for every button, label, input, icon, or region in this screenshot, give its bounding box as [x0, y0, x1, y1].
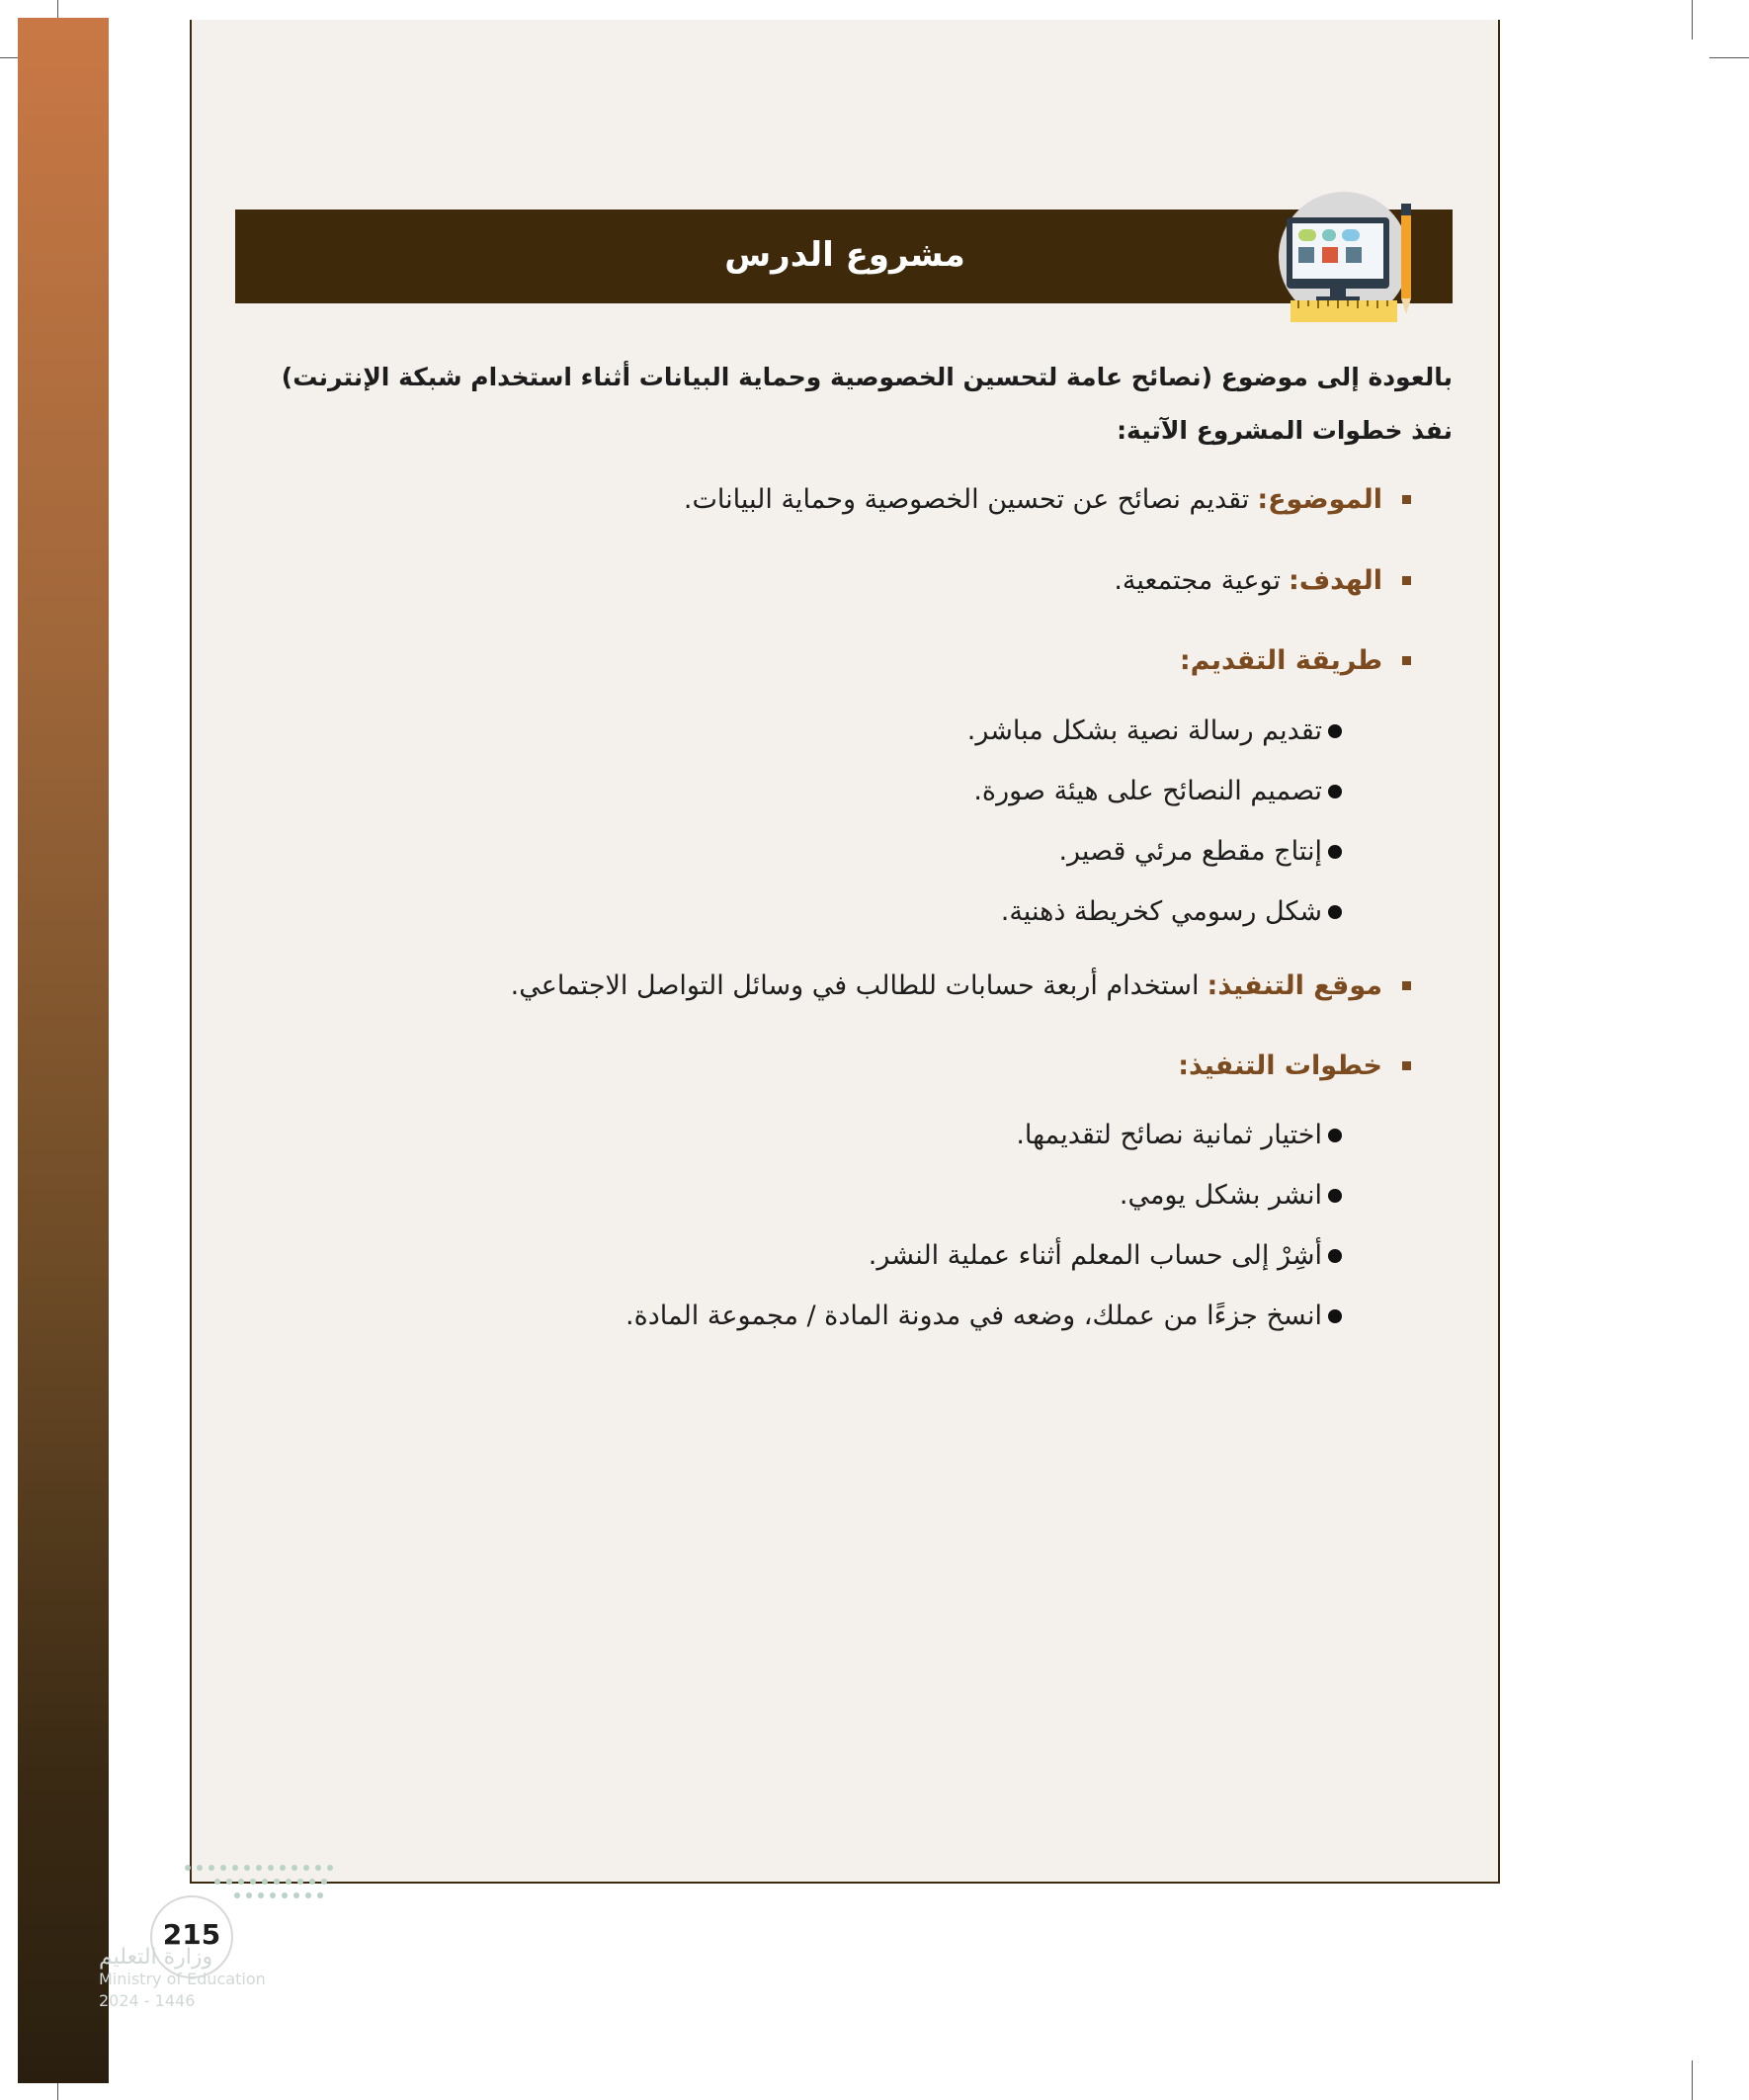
- round-bullet-icon: [1328, 845, 1342, 859]
- list-item-method: [1172, 645, 1411, 676]
- intro-line-1: بالعودة إلى موضوع (نصائح عامة لتحسين الخصوصية وحماية البيانات أثناء استخدام شبكة الإنترنت): [281, 363, 1453, 391]
- goal-label: الهدف:: [1289, 565, 1382, 596]
- crop-mark: [1692, 0, 1693, 40]
- steps-bullet: [1016, 1120, 1342, 1150]
- square-bullet-icon: [1402, 1061, 1411, 1070]
- method-bullet-text: تصميم النصائح على هيئة صورة.: [973, 776, 1322, 806]
- method-bullet: [973, 776, 1342, 806]
- round-bullet-icon: [1328, 1129, 1342, 1142]
- square-bullet-icon: [1402, 576, 1411, 585]
- round-bullet-icon: [1328, 724, 1342, 738]
- method-bullet-text: إنتاج مقطع مرئي قصير.: [1058, 836, 1322, 867]
- method-label: طريقة التقديم:: [1179, 645, 1382, 676]
- method-bullet: [1001, 896, 1342, 927]
- location-text: استخدام أربعة حسابات للطالب في وسائل التواصل الاجتماعي.: [510, 970, 1200, 1001]
- watermark-english: Ministry of Education: [99, 1970, 266, 1988]
- steps-bullet: [625, 1301, 1342, 1331]
- square-bullet-icon: [1402, 495, 1411, 504]
- round-bullet-icon: [1328, 1309, 1342, 1323]
- method-bullet-text: تقديم رسالة نصية بشكل مباشر.: [966, 715, 1322, 746]
- topic-label: الموضوع:: [1257, 484, 1382, 515]
- method-bullet: [967, 715, 1342, 746]
- steps-bullet: [869, 1240, 1342, 1271]
- section-title: مشروع الدرس: [724, 235, 965, 275]
- square-bullet-icon: [1402, 656, 1411, 665]
- list-item-steps: [1170, 1050, 1411, 1081]
- method-bullet: [1058, 836, 1342, 867]
- steps-bullet-text: انسخ جزءًا من عملك، وضعه في مدونة المادة / مجموعة المادة.: [625, 1301, 1322, 1331]
- watermark-year: 2024 - 1446: [99, 1991, 196, 2010]
- page-number: 215: [150, 1895, 233, 1978]
- round-bullet-icon: [1328, 785, 1342, 798]
- steps-bullet-text: أشِرْ إلى حساب المعلم أثناء عملية النشر.: [868, 1240, 1322, 1271]
- round-bullet-icon: [1328, 1249, 1342, 1263]
- location-label: موقع التنفيذ:: [1207, 970, 1382, 1001]
- steps-bullet-text: اختيار ثمانية نصائح لتقديمها.: [1016, 1120, 1322, 1150]
- crop-mark: [1692, 2060, 1693, 2100]
- steps-label: خطوات التنفيذ:: [1178, 1050, 1382, 1081]
- list-item-topic: [684, 484, 1411, 515]
- intro-line-2: نفذ خطوات المشروع الآتية:: [1117, 416, 1453, 445]
- crop-mark: [1709, 57, 1749, 58]
- list-item-location: [511, 970, 1411, 1001]
- square-bullet-icon: [1402, 981, 1411, 990]
- watermark-arabic: وزارة التعليم: [99, 1945, 213, 1970]
- topic-text: تقديم نصائح عن تحسين الخصوصية وحماية البيانات.: [683, 484, 1250, 515]
- ministry-watermark: [99, 1947, 266, 2012]
- round-bullet-icon: [1328, 905, 1342, 919]
- side-color-bar: [18, 18, 109, 2083]
- method-bullet-text: شكل رسومي كخريطة ذهنية.: [1000, 896, 1322, 927]
- list-item-goal: [1114, 565, 1411, 596]
- steps-bullet-text: انشر بشكل يومي.: [1119, 1180, 1322, 1211]
- round-bullet-icon: [1328, 1189, 1342, 1203]
- computer-pencil-ruler-icon: [1273, 190, 1419, 336]
- goal-text: توعية مجتمعية.: [1114, 565, 1282, 596]
- steps-bullet: [1120, 1180, 1342, 1211]
